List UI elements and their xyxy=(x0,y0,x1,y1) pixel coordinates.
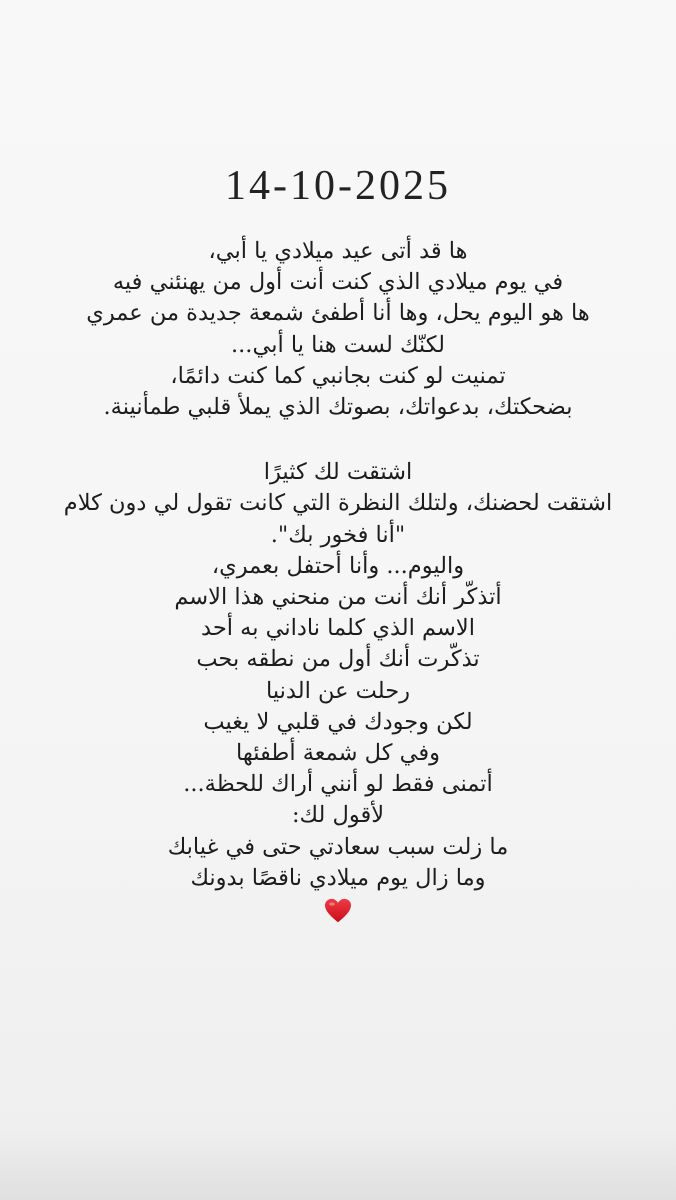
bottom-fade xyxy=(0,1130,676,1200)
date-heading: 14-10-2025 xyxy=(225,163,451,209)
poem-line: لأقول لك: xyxy=(291,802,385,829)
poem-line: واليوم... وأنا أحتفل بعمري، xyxy=(211,552,465,579)
poem-line: وفي كل شمعة أطفئها xyxy=(236,740,440,767)
poem-line: اشتقت لك كثيرًا xyxy=(263,459,413,486)
poem-line: لكن وجودك في قلبي لا يغيب xyxy=(203,708,473,735)
poem-line: لكنّك لست هنا يا أبي... xyxy=(230,331,445,358)
poem-line: أتمنى فقط لو أنني أراك للحظة... xyxy=(183,771,493,798)
poem-line: الاسم الذي كلما ناداني به أحد xyxy=(201,615,475,642)
poem-line: بضحكتك، بدعواتك، بصوتك الذي يملأ قلبي طمأنينة. xyxy=(103,394,573,421)
red-heart-icon xyxy=(324,898,352,924)
poem-line: تذكّرت أنك أول من نطقه بحب xyxy=(196,646,480,673)
poem-line: في يوم ميلادي الذي كنت أنت أول من يهنئني فيه xyxy=(112,269,564,296)
poem-line: وما زال يوم ميلادي ناقصًا بدونك xyxy=(190,864,486,891)
poem-line: ها هو اليوم يحل، وها أنا أطفئ شمعة جديدة من عمري xyxy=(86,300,590,327)
poem-text xyxy=(30,236,646,924)
poem-line: ما زلت سبب سعادتي حتى في غيابك xyxy=(167,833,509,860)
poem-line: تمنيت لو كنت بجانبي كما كنت دائمًا، xyxy=(170,362,506,389)
stanza-gap xyxy=(30,423,646,457)
poem-line: أتذكّر أنك أنت من منحني هذا الاسم xyxy=(174,584,502,611)
stanza-1 xyxy=(30,236,646,423)
poem-line: ها قد أتى عيد ميلادي يا أبي، xyxy=(208,238,468,264)
poem-line: رحلت عن الدنيا xyxy=(266,677,410,704)
poem-line: "أنا فخور بك". xyxy=(270,521,406,548)
poem-line: اشتقت لحضنك، ولتلك النظرة التي كانت تقول لي دون كلام xyxy=(63,490,613,517)
stanza-2 xyxy=(30,457,646,894)
